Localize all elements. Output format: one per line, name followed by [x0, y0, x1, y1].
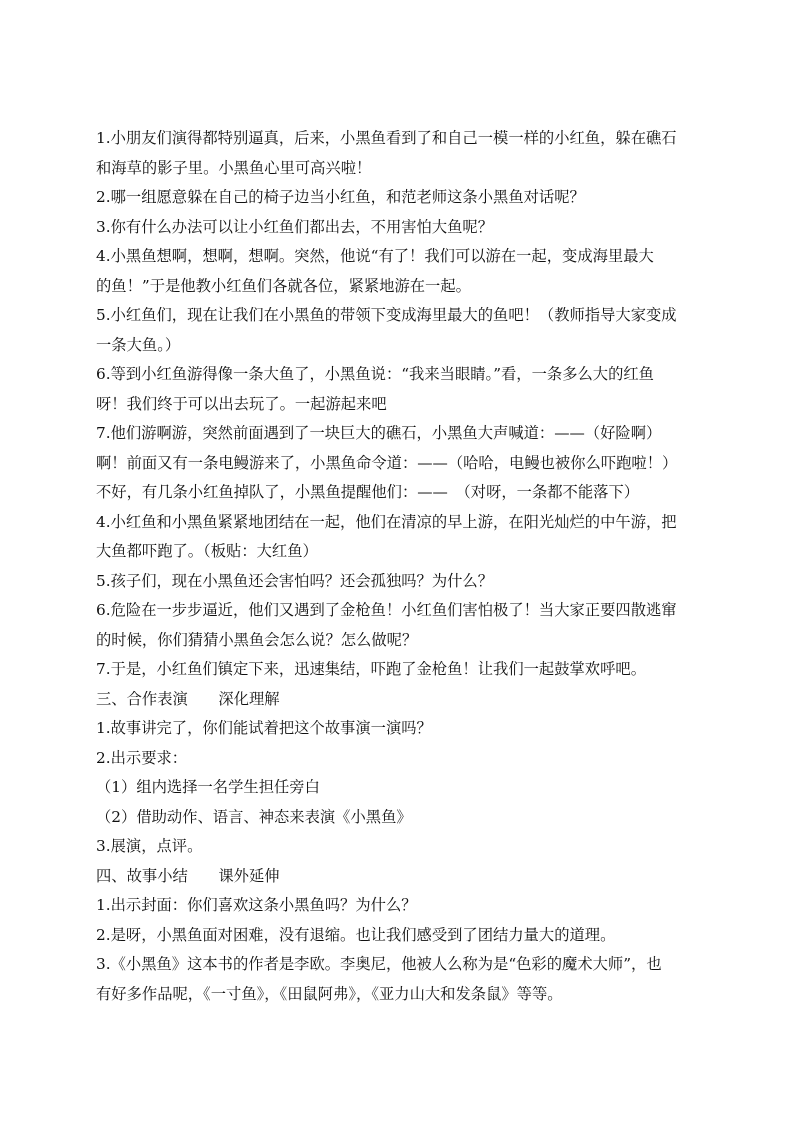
text-line: 1.故事讲完了，你们能试着把这个故事演一演吗？: [96, 719, 432, 737]
text-line: 啊！前面又有一条电鳗游来了，小黑鱼命令道：——（哈哈，电鳗也被你么吓跑啦！）: [96, 453, 678, 472]
text-line: 一条大鱼。）: [96, 335, 181, 354]
section-heading: 四、故事小结 课外延伸: [96, 866, 280, 885]
text-line: 的鱼！”于是他教小红鱼们各就各位，紧紧地游在一起。: [96, 276, 471, 295]
text-line: （1）组内选择一名学生担任旁白: [96, 778, 320, 796]
text-line: 5.孩子们，现在小黑鱼还会害怕吗？还会孤独吗？为什么？: [96, 571, 494, 590]
text-line: 2.哪一组愿意躲在自己的椅子边当小红鱼，和范老师这条小黑鱼对话呢？: [96, 188, 585, 206]
text-line: 7.于是，小红鱼们镇定下来，迅速集结，吓跑了金枪鱼！让我们一起鼓掌欢呼吧。: [96, 660, 646, 678]
text-line: 和海草的影子里。小黑鱼心里可高兴啦！: [96, 158, 372, 177]
document-body: [96, 124, 700, 1009]
text-line: 4.小红鱼和小黑鱼紧紧地团结在一起，他们在清凉的早上游，在阳光灿烂的中午游，把: [96, 512, 677, 531]
text-line: 的时候，你们猜猜小黑鱼会怎么说？怎么做呢？: [96, 630, 418, 649]
text-line: 7.他们游啊游，突然前面遇到了一块巨大的礁石，小黑鱼大声喊道：——（好险啊）: [96, 424, 662, 442]
text-line: 2.是呀，小黑鱼面对困难，没有退缩。也让我们感受到了团结力量大的道理。: [96, 925, 616, 944]
text-line: 大鱼都吓跑了。（板贴：大红鱼）: [96, 542, 318, 560]
text-line: 不好，有几条小红鱼掉队了，小黑鱼提醒他们：—— （对呀，一条都不能落下）: [96, 483, 640, 501]
text-line: 3.你有什么办法可以让小红鱼们都出去，不用害怕大鱼呢？: [96, 217, 494, 236]
text-line: 5.小红鱼们，现在让我们在小黑鱼的带领下变成海里最大的鱼吧！（教师指导大家变成: [96, 306, 677, 324]
text-line: 1.出示封面：你们喜欢这条小黑鱼吗？为什么？: [96, 896, 417, 914]
text-line: 6.危险在一步步逼近，他们又遇到了金枪鱼！小红鱼们害怕极了！当大家正要四散逃窜: [96, 601, 677, 619]
text-line: 4.小黑鱼想啊，想啊，想啊。突然，他说“有了！我们可以游在一起，变成海里最大: [96, 247, 654, 265]
text-line: 6.等到小红鱼游得像一条大鱼了，小黑鱼说：“我来当眼睛。”看，一条多么大的红鱼: [96, 365, 654, 383]
text-line: 3.《小黑鱼》这本书的作者是李欧。李奥尼，他被人么称为是“色彩的魔术大师”，也: [96, 955, 662, 973]
section-heading: 三、合作表演 深化理解: [96, 689, 280, 708]
text-line: （2）借助动作、语言、神态来表演《小黑鱼》: [96, 807, 412, 826]
text-line: 呀！我们终于可以出去玩了。一起游起来吧: [96, 394, 387, 413]
text-line: 1.小朋友们演得都特别逼真，后来，小黑鱼看到了和自己一模一样的小红鱼，躲在礁石: [96, 129, 677, 147]
text-line: 3.展演，点评。: [96, 837, 203, 855]
text-line: 有好多作品呢，《一寸鱼》，《田鼠阿弗》，《亚力山大和发条鼠》等等。: [96, 984, 563, 1003]
text-line: 2.出示要求：: [96, 748, 188, 767]
